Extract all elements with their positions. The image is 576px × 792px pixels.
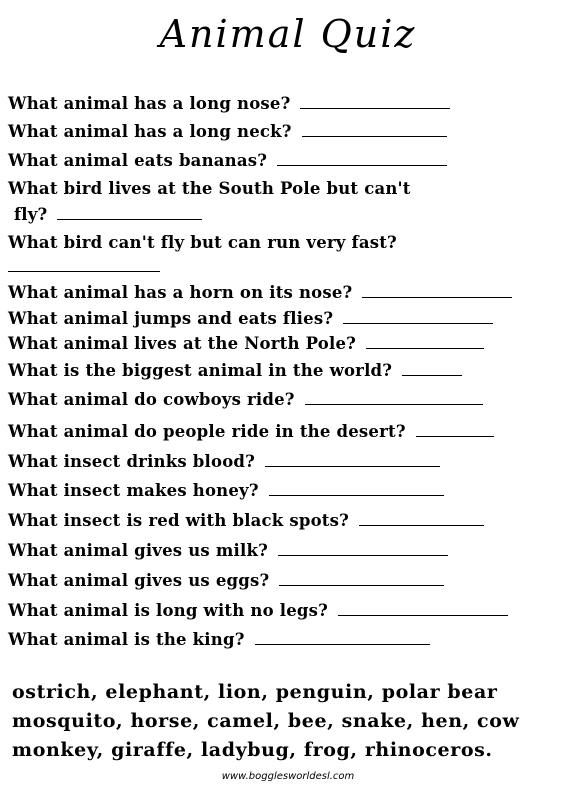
answer-blank[interactable] xyxy=(338,601,508,616)
question-row xyxy=(8,282,512,304)
answer-blank[interactable] xyxy=(8,271,160,272)
answer-blank[interactable] xyxy=(343,309,493,324)
question-row xyxy=(8,570,444,592)
question-row xyxy=(8,178,411,200)
question-text: What animal has a long neck? xyxy=(8,122,292,141)
question-text: What animal has a horn on its nose? xyxy=(8,283,353,302)
footer-url: www.bogglesworldesl.com xyxy=(221,771,355,782)
answer-blank[interactable] xyxy=(366,334,484,349)
page-title: Animal Quiz xyxy=(159,12,417,56)
question-row xyxy=(8,600,508,622)
answer-blank[interactable] xyxy=(278,541,448,556)
question-text: What bird lives at the South Pole but can't xyxy=(8,179,411,198)
question-text: fly? xyxy=(14,205,48,224)
answer-blank[interactable] xyxy=(416,422,494,437)
answer-blank[interactable] xyxy=(269,481,444,496)
answer-blank[interactable] xyxy=(277,151,447,166)
question-text: What animal gives us eggs? xyxy=(8,571,270,590)
question-text: What is the biggest animal in the world? xyxy=(8,361,393,380)
question-row xyxy=(8,121,447,143)
question-text: What animal eats bananas? xyxy=(8,151,268,170)
answer-blank[interactable] xyxy=(302,122,447,137)
question-text: What animal has a long nose? xyxy=(8,94,291,113)
question-row xyxy=(14,204,202,226)
answer-blank[interactable] xyxy=(265,452,440,467)
question-text: What animal is the king? xyxy=(8,630,245,649)
answer-blank[interactable] xyxy=(402,361,462,376)
answer-blank[interactable] xyxy=(255,630,430,645)
answer-blank[interactable] xyxy=(57,205,202,220)
question-text: What animal is long with no legs? xyxy=(8,601,328,620)
question-row xyxy=(8,150,447,172)
question-row xyxy=(8,421,494,443)
question-row xyxy=(8,389,483,411)
question-text: What animal do cowboys ride? xyxy=(8,390,295,409)
question-text: What animal jumps and eats flies? xyxy=(8,309,334,328)
question-row xyxy=(8,480,444,502)
question-row xyxy=(8,540,448,562)
question-text: What insect drinks blood? xyxy=(8,452,256,471)
word-bank-line: mosquito, horse, camel, bee, snake, hen, cow xyxy=(12,710,520,732)
question-row xyxy=(8,308,493,330)
question-row xyxy=(8,629,430,651)
answer-blank[interactable] xyxy=(279,571,444,586)
question-row xyxy=(8,333,484,355)
question-row xyxy=(8,232,397,254)
question-text: What bird can't fly but can run very fast? xyxy=(8,233,397,252)
question-text: What insect is red with black spots? xyxy=(8,511,349,530)
question-text: What animal do people ride in the desert? xyxy=(8,422,406,441)
question-row xyxy=(8,451,440,473)
question-row xyxy=(8,93,450,115)
answer-blank[interactable] xyxy=(300,94,450,109)
word-bank-line: ostrich, elephant, lion, penguin, polar bear xyxy=(12,681,498,703)
question-text: What animal lives at the North Pole? xyxy=(8,334,357,353)
question-row xyxy=(8,360,462,382)
answer-blank[interactable] xyxy=(359,511,484,526)
question-row xyxy=(8,510,484,532)
question-text: What animal gives us milk? xyxy=(8,541,268,560)
answer-blank[interactable] xyxy=(362,283,512,298)
word-bank-line: monkey, giraffe, ladybug, frog, rhinoceros. xyxy=(12,739,493,761)
answer-blank[interactable] xyxy=(305,390,483,405)
question-text: What insect makes honey? xyxy=(8,481,259,500)
